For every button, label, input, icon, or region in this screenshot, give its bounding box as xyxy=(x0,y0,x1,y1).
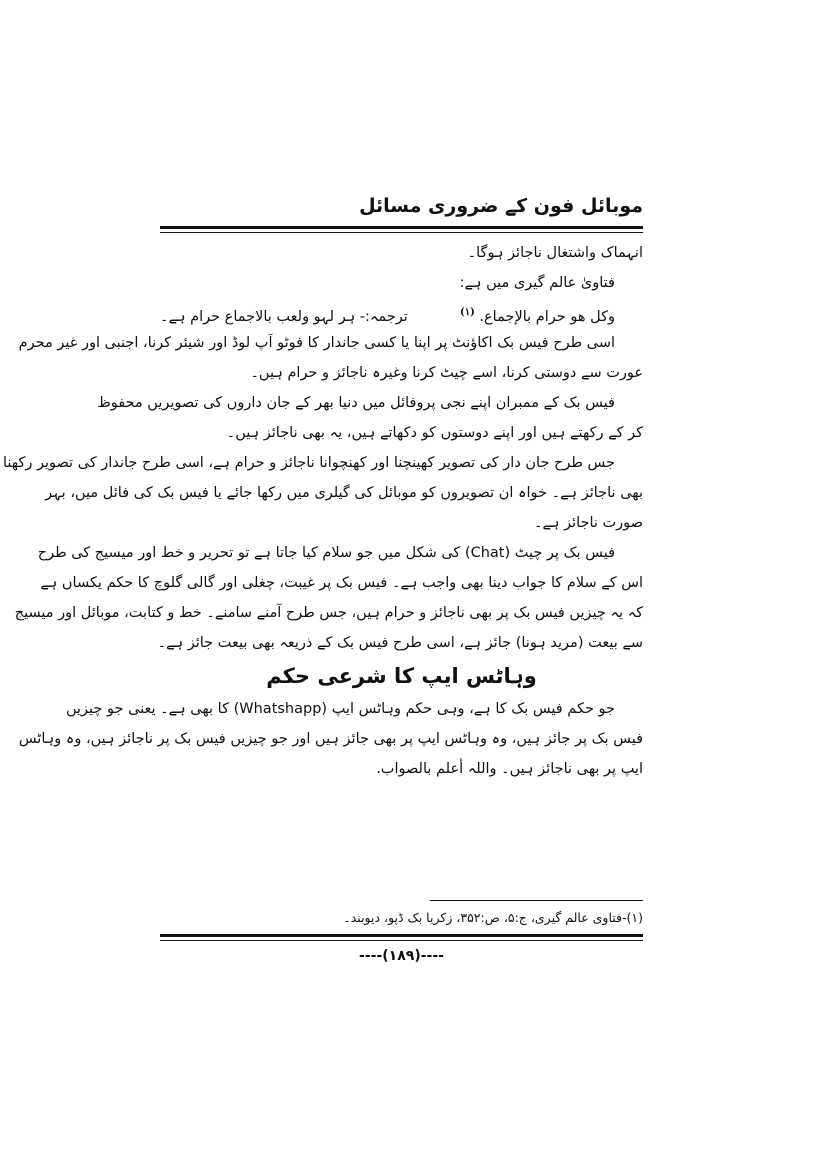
body-line: کر کے رکھتے ہیں اور اپنے دوستوں کو دکھاتے ہیں، یہ بھی ناجائز ہیں۔ xyxy=(226,425,643,441)
body-line: عورت سے دوستی کرنا، اسے چیٹ کرنا وغیرہ ناجائز و حرام ہیں۔ xyxy=(250,365,643,381)
body-line: جس طرح جان دار کی تصویر کھینچنا اور کھنچوانا ناجائز و حرام ہے، اسی طرح جاندار کی تصویر رکھنا xyxy=(2,455,615,471)
body-line xyxy=(160,754,643,784)
body-line: اسی طرح فیس بک اکاؤنٹ پر اپنا یا کسی جاندار کا فوٹو اَپ لوڈ اور شیئر کرنا، اجنبی اور غیر محرم xyxy=(18,335,615,351)
quote-arabic-text: وکل ھو حرام بالإجماع. xyxy=(479,308,615,325)
body-line: کہ یہ چیزیں فیس بک پر بھی ناجائز و حرام ہیں، جس طرح آمنے سامنے۔ خط و کتابت، موبائل اور میسیج xyxy=(14,605,643,621)
footnote-rule xyxy=(430,900,643,901)
quote-arabic xyxy=(456,298,615,332)
body-line-text: ایپ پر بھی ناجائز ہیں۔ xyxy=(501,761,643,777)
paragraph xyxy=(18,328,643,388)
running-head: موبائل فون کے ضروری مسائل xyxy=(359,195,643,217)
body-line: فتاویٰ عالم گیری میں ہے: xyxy=(459,275,615,291)
footnote: (۱)-فتاوی عالم گیری، ج:۵، ص:۳۵۲، زکریا بک ڈپو، دیوبند۔ xyxy=(343,910,643,925)
paragraph xyxy=(2,448,643,538)
section-heading: وہاٹس ایپ کا شرعی حکم xyxy=(266,664,537,688)
body-line: فیس بک پر جائز ہیں، وہ وہاٹس ایپ پر بھی جائز ہیں اور جو چیزیں فیس بک پر ناجائز ہیں، وہ وہاٹس xyxy=(18,731,643,747)
body-line: فیس بک پر چیٹ (Chat) کی شکل میں جو سلام کیا جاتا ہے تو تحریر و خط اور میسیج کی طرح xyxy=(37,545,615,561)
closing-arabic: واللہ أعلم بالصواب. xyxy=(376,761,497,777)
footer-rule-thick xyxy=(160,934,643,937)
quote-translation: ترجمہ:- ہر لہو ولعب بالاجماع حرام ہے۔ xyxy=(160,308,408,325)
body-line: بھی ناجائز ہے۔ خواہ ان تصویروں کو موبائل کی گیلری میں رکھا جائے یا فیس بک کی فائل میں، بہر xyxy=(45,485,643,501)
body-line: جو حکم فیس بک کا ہے، وہی حکم وہاٹس ایپ (Whatshapp) کا بھی ہے۔ یعنی جو چیزیں xyxy=(65,701,615,717)
paragraph xyxy=(18,694,643,784)
paragraph xyxy=(97,388,643,448)
body-line: سے بیعت (مرید ہونا) جائز ہے، اسی طرح فیس بک کے ذریعہ بھی بیعت جائز ہے۔ xyxy=(157,635,643,651)
page-number: ----(۱۸۹)---- xyxy=(359,948,444,964)
quote-row xyxy=(160,298,643,328)
body-line: انہماک واشتغال ناجائز ہوگا۔ xyxy=(467,245,643,261)
body-line: اس کے سلام کا جواب دینا بھی واجب ہے۔ فیس بک پر غیبت، چغلی اور گالی گلوچ کا حکم یکساں ہے xyxy=(40,575,643,591)
footer-rule-thin xyxy=(160,940,643,941)
header-rule-thin xyxy=(160,232,643,233)
body-line: صورت ناجائز ہے۔ xyxy=(533,515,643,531)
header-rule-thick xyxy=(160,226,643,229)
body-text xyxy=(2,238,643,784)
paragraph xyxy=(14,538,643,658)
body-line: فیس بک کے ممبران اپنے نجی پروفائل میں دنیا بھر کے جان داروں کی تصویریں محفوظ xyxy=(97,395,615,411)
footnote-ref: (۱) xyxy=(459,307,475,318)
